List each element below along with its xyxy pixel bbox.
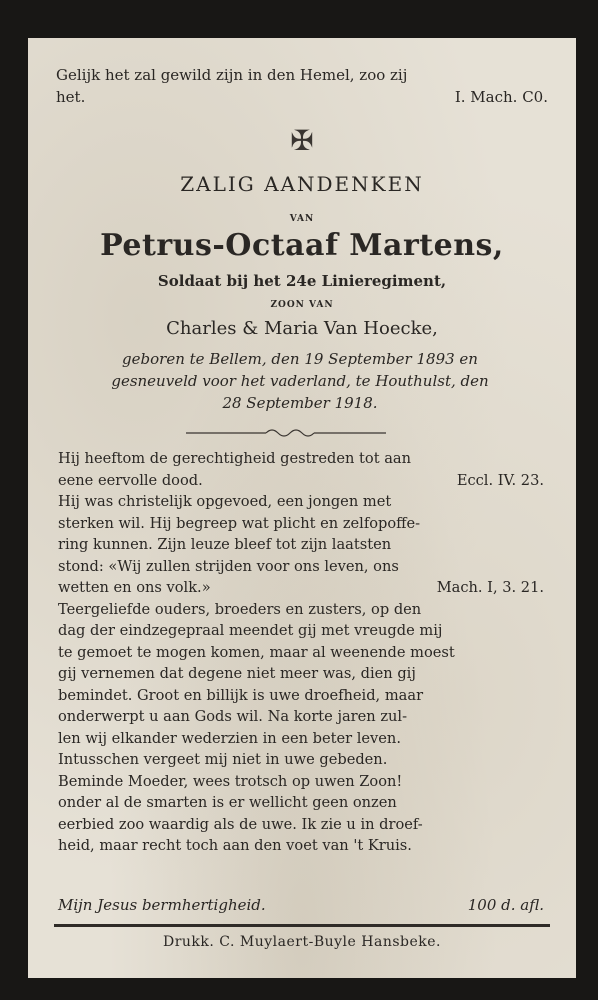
bible-reference: Mach. I, 3. 21. [436,579,544,596]
body-line [58,814,544,836]
body-line-text: Beminde Moeder, wees trotsch op uwen Zoon! [58,772,403,790]
body-line-text: Hij heeftom de gerechtigheid gestreden tot aan [58,450,412,467]
scripture-reference: I. Mach. C0. [454,88,548,106]
body-line [58,792,544,814]
body-line-text: wetten en ons volk.» [58,579,211,596]
scripture-line-2-text: het. [56,88,86,106]
body-line-text: eerbied zoo waardig als de uwe. Ik zie u in droef- [58,815,423,833]
body-line-text: Hij was christelijk opgevoed, een jongen met [58,493,392,510]
card-paper [28,38,576,978]
body-line [58,448,544,470]
birth-death-info [56,348,544,414]
body-line [58,642,544,664]
body-line [58,470,544,492]
body-line-text: heid, maar recht toch aan den voet van 't Kruis. [58,837,412,854]
birth-line: geboren te Bellem, den 19 September 1893 en [122,350,478,368]
body-line-text: ring kunnen. Zijn leuze bleef tot zijn laatsten [58,536,392,553]
body-line [58,620,544,642]
birth-line: gesneuveld voor het vaderland, te Houthulst, den [111,372,489,390]
body-line-text: sterken wil. Hij begreep wat plicht en zelfopoffe- [58,514,421,532]
body-line-text: len wij elkander wederzien in een beter leven. [58,729,401,747]
ornamental-divider [186,426,386,440]
card-body-text [58,448,544,857]
indulgence-note: 100 d. afl. [467,896,544,914]
body-line [58,599,544,621]
body-line [58,534,544,556]
body-line-text: te gemoet te mogen komen, maar al weenende moest [58,643,455,661]
scripture-line-1: Gelijk het zal gewild zijn in den Hemel, zoo zij [56,66,408,84]
scripture-line-2 [56,86,548,108]
body-line [58,577,544,599]
son-of-label: ZOON VAN [270,300,334,310]
body-line [58,749,544,771]
body-line-text: onder al de smarten is er wellicht geen onzen [58,794,397,811]
bottom-rule [54,924,550,927]
body-line-text: Teergeliefde ouders, broeders en zusters, op den [58,600,422,618]
body-line [58,771,544,793]
body-line-text: gij vernemen dat degene niet meer was, dien gij [58,665,416,682]
soldier-rank: Soldaat bij het 24e Linieregiment, [157,272,447,290]
closing-line [58,896,544,914]
body-line [58,663,544,685]
body-line-text: onderwerpt u aan Gods wil. Na korte jaren zul- [58,708,408,725]
card-heading: ZALIG AANDENKEN [180,172,424,196]
body-line [58,706,544,728]
body-line-text: bemindet. Groot en billijk is uwe droefheid, maar [58,686,424,704]
scripture-quote [56,64,548,108]
van-label: VAN [289,214,315,224]
body-line-text: stond: «Wij zullen strijden voor ons leven, ons [58,557,399,575]
birth-line: 28 September 1918. [222,394,378,412]
printer-credit: Drukk. C. Muylaert-Buyle Hansbeke. [163,934,441,950]
prayer-text: Mijn Jesus bermhertigheid. [58,896,266,914]
body-line [58,685,544,707]
bible-reference: Eccl. IV. 23. [456,471,544,489]
body-line [58,556,544,578]
body-line [58,491,544,513]
body-line-text: Intusschen vergeet mij niet in uwe gebeden. [58,751,388,768]
deceased-name: Petrus-Octaaf Martens, [100,228,504,263]
parents-names: Charles & Maria Van Hoecke, [166,318,438,339]
body-line [58,728,544,750]
cross-icon: ✠ [290,124,314,157]
body-line [58,835,544,857]
body-line [58,513,544,535]
body-line-text: dag der eindzegepraal meendet gij met vreugde mij [58,622,443,639]
body-line-text: eene eervolle dood. [58,471,203,489]
